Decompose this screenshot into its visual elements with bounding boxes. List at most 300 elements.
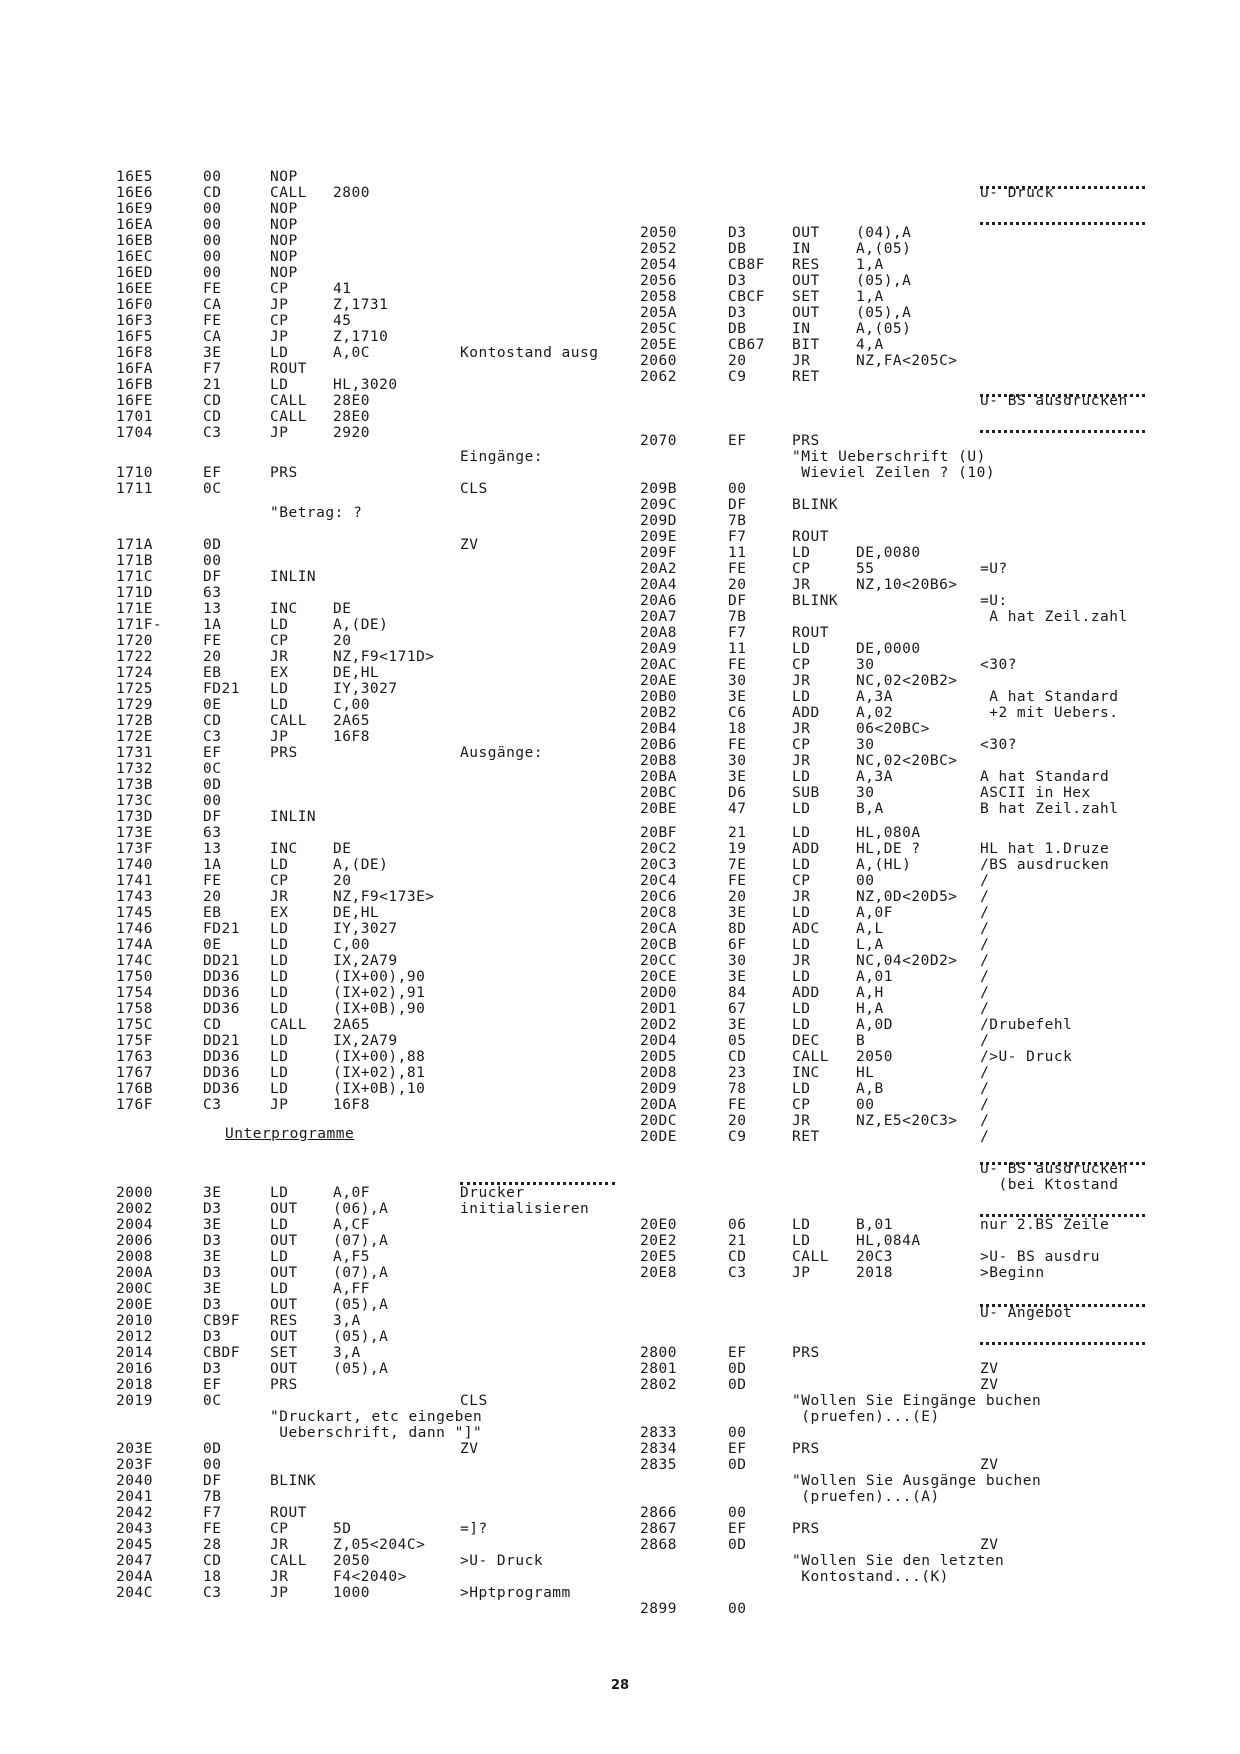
left-line-opcode: DD36 [203,1049,240,1065]
right-line-address: 20DE [640,1129,677,1145]
left-line-address: 16F3 [116,313,153,329]
left-line-operand: (05),A [333,1297,389,1313]
left-line-address: 2042 [116,1505,153,1521]
right-line-address: 209E [640,529,677,545]
right-line-operand: (05),A [856,273,912,289]
left-line-address: 204A [116,1569,153,1585]
right-line-mnemonic: RET [792,1129,820,1145]
left-line-opcode: 00 [203,1457,222,1473]
right-line-mnemonic: LD [792,801,811,817]
right-line-opcode: DF [728,593,747,609]
right-line-opcode: 23 [728,1065,747,1081]
right-line-operand: NZ,E5<20C3> [856,1113,958,1129]
right-line-address: 20B8 [640,753,677,769]
left-line-operand: 16F8 [333,1097,370,1113]
right-line-operand: NZ,10<20B6> [856,577,958,593]
left-line-opcode: 1A [203,617,222,633]
right-line-opcode: 0D [728,1537,747,1553]
right-line-opcode: 20 [728,353,747,369]
left-line-address: 2014 [116,1345,153,1361]
left-line-opcode: 20 [203,889,222,905]
right-line-comment: /BS ausdrucken [980,857,1110,873]
left-line-mnemonic: JR [270,1569,289,1585]
right-line-comment: / [980,1081,990,1097]
left-line-opcode: DD21 [203,1033,240,1049]
left-line-mnemonic: LD [270,985,289,1001]
right-line-operand: 00 [856,873,875,889]
right-line-mnemonic: JP [792,1265,811,1281]
left-line-mnemonic: LD [270,1185,289,1201]
right-line-operand: 55 [856,561,875,577]
left-line-address: 175C [116,1017,153,1033]
left-line-mnemonic: OUT [270,1201,298,1217]
right-line-mnemonic: CP [792,561,811,577]
right-line-comment: / [980,921,990,937]
right-line-opcode: 00 [728,1601,747,1617]
left-line-address: 16EC [116,249,153,265]
right-line-opcode: CD [728,1249,747,1265]
right-line-opcode: 8D [728,921,747,937]
left-line-opcode: D3 [203,1361,222,1377]
right-line-operand: (05),A [856,305,912,321]
right-line-comment: <30? [980,737,1017,753]
left-line-opcode: FE [203,633,222,649]
left-line-address: 1754 [116,985,153,1001]
right-line-comment: HL hat 1.Druze [980,841,1110,857]
right-line-operand: A,3A [856,769,893,785]
left-line-opcode: 0E [203,937,222,953]
right-line-mnemonic: OUT [792,305,820,321]
left-line-address: 1767 [116,1065,153,1081]
right-line-mnemonic: JR [792,1113,811,1129]
separator [460,1182,615,1185]
left-line-comment: initialisieren [460,1201,590,1217]
right-text: Wieviel Zeilen ? (10) [792,465,996,481]
left-line-mnemonic: INC [270,841,298,857]
left-line-opcode: 00 [203,265,222,281]
left-line-opcode: FD21 [203,921,240,937]
left-line-address: 2000 [116,1185,153,1201]
right-line-address: 2050 [640,225,677,241]
left-line-opcode: D3 [203,1233,222,1249]
right-line-address: 20CB [640,937,677,953]
left-line-opcode: DD36 [203,969,240,985]
left-line-opcode: DD36 [203,985,240,1001]
right-line-address: 20BC [640,785,677,801]
left-line-mnemonic: JP [270,297,289,313]
right-line-opcode: 11 [728,545,747,561]
left-line-mnemonic: CALL [270,185,307,201]
left-line-address: 1745 [116,905,153,921]
left-line-opcode: CA [203,329,222,345]
right-line-operand: 2050 [856,1049,893,1065]
left-line-operand: (IX+0B),10 [333,1081,426,1097]
right-line-mnemonic: LD [792,545,811,561]
right-line-opcode: C6 [728,705,747,721]
left-line-mnemonic: LD [270,617,289,633]
right-line-address: 2834 [640,1441,677,1457]
left-line-address: 176B [116,1081,153,1097]
left-line-address: 175F [116,1033,153,1049]
left-line-address: 1720 [116,633,153,649]
left-line-opcode: 0D [203,1441,222,1457]
left-line-operand: A,CF [333,1217,370,1233]
right-line-mnemonic: OUT [792,273,820,289]
right-line-address: 20C4 [640,873,677,889]
left-line-opcode: CB9F [203,1313,240,1329]
right-line-mnemonic: BIT [792,337,820,353]
right-line-opcode: FE [728,873,747,889]
left-line-mnemonic: NOP [270,233,298,249]
left-line-mnemonic: LD [270,1001,289,1017]
right-line-address: 20D9 [640,1081,677,1097]
left-line-operand: NZ,F9<173E> [333,889,435,905]
right-line-opcode: CBCF [728,289,765,305]
left-line-mnemonic: OUT [270,1233,298,1249]
left-line-opcode: 1A [203,857,222,873]
right-line-address: 20AC [640,657,677,673]
left-line-operand: 2A65 [333,1017,370,1033]
left-line-opcode: EF [203,745,222,761]
right-line-mnemonic: LD [792,937,811,953]
right-line-opcode: FE [728,737,747,753]
right-line-opcode: 0D [728,1361,747,1377]
right-line-comment: / [980,1065,990,1081]
left-line-opcode: F7 [203,361,222,377]
right-line-comment: / [980,937,990,953]
left-line-opcode: CD [203,1017,222,1033]
left-line-mnemonic: JP [270,425,289,441]
right-line-opcode: C3 [728,1265,747,1281]
left-line-address: 16ED [116,265,153,281]
right-line-comment: / [980,953,990,969]
left-line-operand: (IX+00),88 [333,1049,426,1065]
right-line-opcode: 30 [728,673,747,689]
left-line-mnemonic: CP [270,313,289,329]
left-line-address: 16F5 [116,329,153,345]
right-line-address: 20D1 [640,1001,677,1017]
left-line-operand: 20 [333,873,352,889]
right-line-comment: A hat Standard [980,689,1119,705]
right-line-operand: 1,A [856,289,884,305]
left-line-mnemonic: LD [270,377,289,393]
right-line-mnemonic: PRS [792,1441,820,1457]
left-line-address: 2010 [116,1313,153,1329]
right-line-opcode: 00 [728,481,747,497]
left-line-mnemonic: OUT [270,1297,298,1313]
left-line-address: 2006 [116,1233,153,1249]
right-line-operand: HL,080A [856,825,921,841]
left-line-address: 2047 [116,1553,153,1569]
left-line-operand: (IX+00),90 [333,969,426,985]
left-line-comment: CLS [460,481,488,497]
left-line-address: 173F [116,841,153,857]
right-line-operand: A,H [856,985,884,1001]
right-line-opcode: 0D [728,1377,747,1393]
right-line-mnemonic: RET [792,369,820,385]
right-line-mnemonic: IN [792,321,811,337]
left-line-comment: Drucker [460,1185,525,1201]
left-line-operand: A,F5 [333,1249,370,1265]
left-line-mnemonic: CP [270,873,289,889]
right-line-opcode: FE [728,1097,747,1113]
right-line-address: 2060 [640,353,677,369]
right-line-address: 20A4 [640,577,677,593]
right-line-opcode: CD [728,1049,747,1065]
left-line-operand: (IX+0B),90 [333,1001,426,1017]
left-line-address: 1758 [116,1001,153,1017]
left-line-opcode: C3 [203,1097,222,1113]
separator [980,1342,1145,1345]
right-text: "Wollen Sie Ausgänge buchen [792,1473,1042,1489]
left-line-operand: (IX+02),91 [333,985,426,1001]
left-line-address: 1741 [116,873,153,889]
right-line-comment: A hat Standard [980,769,1110,785]
right-line-mnemonic: SET [792,289,820,305]
left-line-operand: 2050 [333,1553,370,1569]
right-line-opcode: 20 [728,577,747,593]
left-line-opcode: DF [203,809,222,825]
right-text: Kontostand...(K) [792,1569,949,1585]
page-number: 28 [610,1678,630,1693]
right-line-comment: B hat Zeil.zahl [980,801,1119,817]
left-line-address: 176F [116,1097,153,1113]
right-line-opcode: 30 [728,953,747,969]
right-line-mnemonic: BLINK [792,497,839,513]
right-line-address: 2833 [640,1425,677,1441]
right-line-mnemonic: LD [792,969,811,985]
left-line-comment: ZV [460,537,479,553]
left-line-opcode: D3 [203,1201,222,1217]
left-line-mnemonic: LD [270,1281,289,1297]
left-line-operand: 20 [333,633,352,649]
right-line-address: 20CC [640,953,677,969]
left-line-address: 16FB [116,377,153,393]
right-line-address: 20DA [640,1097,677,1113]
left-line-address: 2041 [116,1489,153,1505]
left-line-address: 2040 [116,1473,153,1489]
left-line-address: 2004 [116,1217,153,1233]
subroutine-title: U- BS ausdrucken [980,393,1128,409]
left-line-operand: DE,HL [333,905,380,921]
right-line-address: 2802 [640,1377,677,1393]
right-line-operand: NZ,FA<205C> [856,353,958,369]
left-line-address: 1711 [116,481,153,497]
right-line-opcode: F7 [728,529,747,545]
right-line-opcode: EF [728,433,747,449]
left-line-opcode: 63 [203,585,222,601]
right-line-operand: H,A [856,1001,884,1017]
right-line-opcode: F7 [728,625,747,641]
left-line-address: 173C [116,793,153,809]
left-line-operand: (05),A [333,1329,389,1345]
left-line-address: 1710 [116,465,153,481]
right-line-operand: 06<20BC> [856,721,930,737]
right-line-mnemonic: ROUT [792,625,829,641]
right-line-operand: A,B [856,1081,884,1097]
left-line-address: 2012 [116,1329,153,1345]
right-line-mnemonic: IN [792,241,811,257]
left-line-mnemonic: INLIN [270,809,317,825]
right-line-address: 205A [640,305,677,321]
right-line-comment: /Drubefehl [980,1017,1073,1033]
left-line-mnemonic: NOP [270,265,298,281]
left-line-operand: DE [333,841,352,857]
right-line-comment: ZV [980,1361,999,1377]
left-line-opcode: 3E [203,1249,222,1265]
right-line-address: 20D4 [640,1033,677,1049]
right-line-opcode: 7B [728,513,747,529]
right-line-opcode: D3 [728,225,747,241]
right-line-opcode: C9 [728,369,747,385]
right-line-comment: / [980,1097,990,1113]
left-line-opcode: 0C [203,1393,222,1409]
left-line-opcode: 7B [203,1489,222,1505]
left-line-opcode: 3E [203,1185,222,1201]
left-line-operand: 1000 [333,1585,370,1601]
left-line-mnemonic: INC [270,601,298,617]
left-line-mnemonic: EX [270,665,289,681]
right-line-operand: HL,DE ? [856,841,921,857]
left-line-mnemonic: LD [270,1049,289,1065]
right-line-address: 20B4 [640,721,677,737]
left-line-opcode: CA [203,297,222,313]
left-line-opcode: D3 [203,1265,222,1281]
right-line-mnemonic: PRS [792,1521,820,1537]
left-line-opcode: C3 [203,425,222,441]
left-line-mnemonic: CALL [270,409,307,425]
right-line-comment: / [980,985,990,1001]
left-line-address: 200E [116,1297,153,1313]
left-line-mnemonic: LD [270,857,289,873]
left-line-mnemonic: LD [270,937,289,953]
left-line-opcode: 0C [203,761,222,777]
left-line-comment: >U- Druck [460,1553,544,1569]
right-line-address: 20CA [640,921,677,937]
left-line-address: 2043 [116,1521,153,1537]
left-line-mnemonic: LD [270,697,289,713]
right-line-comment: +2 mit Uebers. [980,705,1119,721]
right-line-mnemonic: JR [792,721,811,737]
left-line-mnemonic: INLIN [270,569,317,585]
left-line-address: 1724 [116,665,153,681]
left-line-opcode: 13 [203,841,222,857]
left-line-mnemonic: OUT [270,1361,298,1377]
left-line-operand: F4<2040> [333,1569,407,1585]
left-line-operand: 16F8 [333,729,370,745]
right-line-operand: NC,02<20BC> [856,753,958,769]
left-line-opcode: 28 [203,1537,222,1553]
left-line-mnemonic: PRS [270,1377,298,1393]
left-line-comment: >Hptprogramm [460,1585,571,1601]
left-line-address: 174C [116,953,153,969]
right-line-address: 205C [640,321,677,337]
left-line-address: 16E9 [116,201,153,217]
left-line-operand: IY,3027 [333,921,398,937]
right-line-comment: />U- Druck [980,1049,1073,1065]
right-line-opcode: 84 [728,985,747,1001]
right-line-comment: A hat Zeil.zahl [980,609,1128,625]
left-line-operand: (05),A [333,1361,389,1377]
right-line-operand: A,(05) [856,321,912,337]
right-line-comment: =U? [980,561,1008,577]
right-line-mnemonic: BLINK [792,593,839,609]
left-line-address: 16FA [116,361,153,377]
left-line-opcode: 18 [203,1569,222,1585]
right-line-mnemonic: RES [792,257,820,273]
right-line-opcode: 21 [728,1233,747,1249]
left-line-opcode: 13 [203,601,222,617]
left-line-mnemonic: ROUT [270,361,307,377]
left-line-mnemonic: ROUT [270,1505,307,1521]
right-line-comment: / [980,1129,990,1145]
left-line-operand: A,0F [333,1185,370,1201]
right-line-mnemonic: LD [792,641,811,657]
left-line-address: 16F0 [116,297,153,313]
right-line-opcode: 19 [728,841,747,857]
right-line-comment: nur 2.BS Zeile [980,1217,1110,1233]
left-line-opcode: 0C [203,481,222,497]
right-line-opcode: 67 [728,1001,747,1017]
right-text: (pruefen)...(E) [792,1409,940,1425]
right-line-mnemonic: JR [792,953,811,969]
right-line-comment: / [980,1033,990,1049]
left-line-opcode: 21 [203,377,222,393]
left-line-mnemonic: LD [270,921,289,937]
right-line-operand: B,01 [856,1217,893,1233]
right-line-opcode: 47 [728,801,747,817]
right-line-opcode: EF [728,1345,747,1361]
right-line-operand: A,0F [856,905,893,921]
left-line-opcode: CD [203,713,222,729]
right-line-address: 20CE [640,969,677,985]
left-line-opcode: 20 [203,649,222,665]
left-line-mnemonic: LD [270,1249,289,1265]
left-line-operand: A,(DE) [333,617,389,633]
left-line-opcode: C3 [203,729,222,745]
separator [980,1162,1145,1165]
right-line-address: 2054 [640,257,677,273]
left-line-address: 204C [116,1585,153,1601]
left-line-address: 1746 [116,921,153,937]
left-line-opcode: F7 [203,1505,222,1521]
left-line-opcode: FE [203,873,222,889]
right-line-operand: 30 [856,737,875,753]
right-line-address: 20C6 [640,889,677,905]
right-line-operand: 00 [856,1097,875,1113]
right-line-address: 20A2 [640,561,677,577]
right-line-operand: 2018 [856,1265,893,1281]
left-line-opcode: 0D [203,537,222,553]
left-line-mnemonic: NOP [270,249,298,265]
left-line-opcode: 00 [203,249,222,265]
right-line-address: 20AE [640,673,677,689]
right-line-mnemonic: JR [792,673,811,689]
right-line-operand: A,3A [856,689,893,705]
left-line-address: 171C [116,569,153,585]
left-line-address: 173D [116,809,153,825]
left-line-address: 2019 [116,1393,153,1409]
left-line-address: 173E [116,825,153,841]
right-line-operand: 1,A [856,257,884,273]
left-line-opcode: EB [203,905,222,921]
left-line-comment: Ausgänge: [460,745,544,761]
right-line-address: 20D0 [640,985,677,1001]
left-line-address: 1704 [116,425,153,441]
right-line-address: 20C3 [640,857,677,873]
left-line-operand: 2920 [333,425,370,441]
right-line-operand: A,(HL) [856,857,912,873]
